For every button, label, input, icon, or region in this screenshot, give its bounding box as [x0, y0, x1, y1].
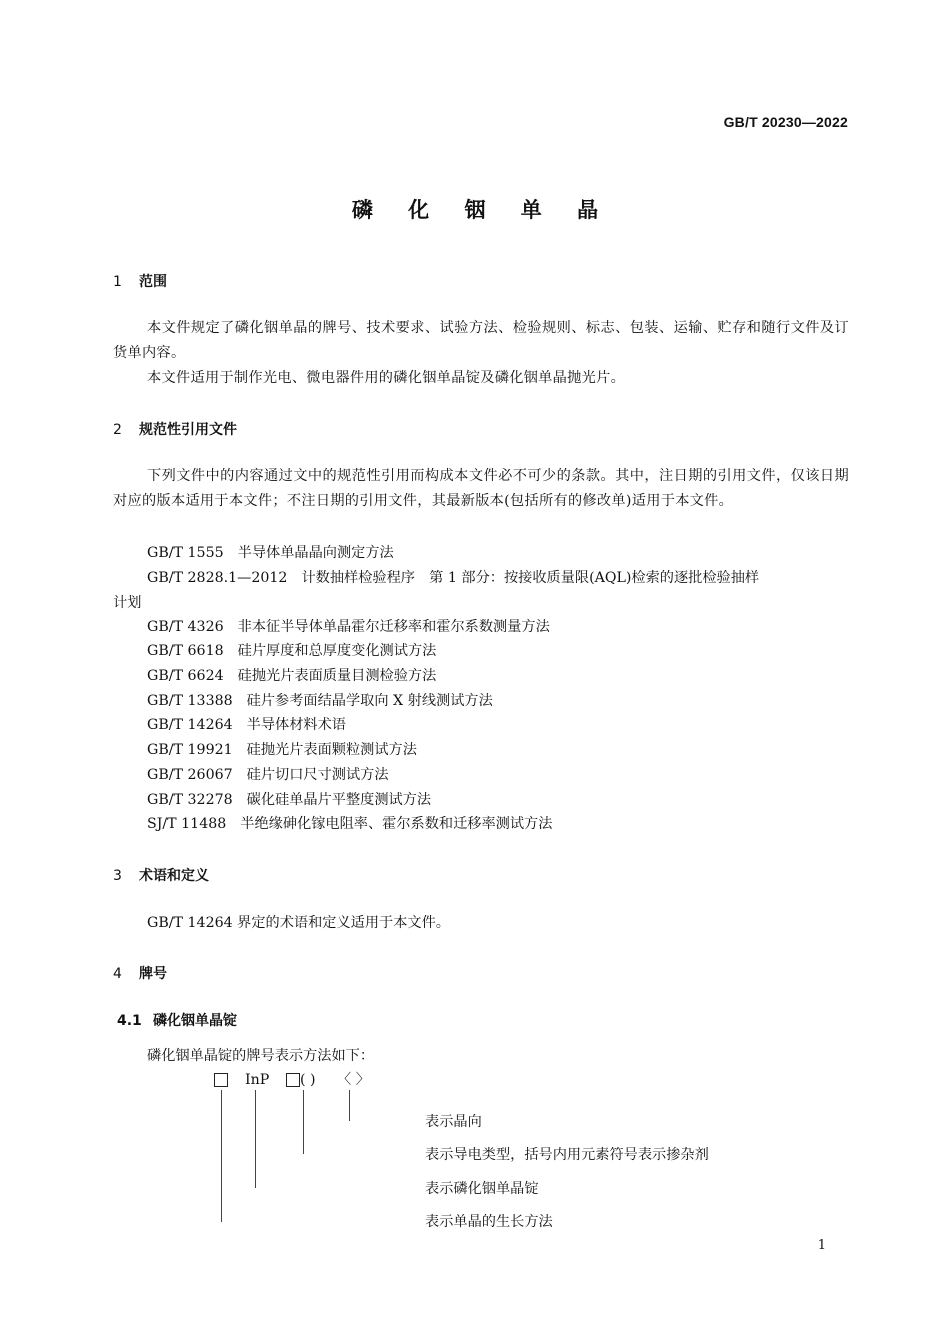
reference-item [147, 616, 550, 636]
reference-item [147, 813, 552, 833]
section-title: 范围 [139, 274, 167, 290]
reference-code: GB/T 1555 [147, 545, 224, 561]
references-intro: 下列文件中的内容通过文中的规范性引用而构成本文件必不可少的条款。其中，注日期的引用文件，仅该日期对应的版本适用于本文件；不注日期的引用文件，其最新版本(包括所有的修改单)适用于本文件。 [113, 468, 849, 509]
reference-code: GB/T 2828.1—2012 [147, 570, 288, 586]
reference-title: 碳化硅单晶片平整度测试方法 [246, 792, 432, 808]
designation-intro: 磷化铟单晶锭的牌号表示方法如下： [147, 1048, 375, 1064]
legend-orientation: 表示晶向 [425, 1114, 482, 1130]
reference-title: 硅抛光片表面颗粒测试方法 [246, 742, 417, 758]
section-2-heading [113, 419, 237, 439]
standard-number: GB/T 20230—2022 [723, 114, 848, 130]
legend-conduction-type: 表示导电类型，括号内用元素符号表示掺杂剂 [425, 1147, 709, 1163]
reference-code: GB/T 32278 [147, 792, 233, 808]
section-title: 术语和定义 [139, 868, 209, 884]
reference-code: GB/T 19921 [147, 742, 233, 758]
reference-title: 半绝缘砷化镓电阻率、霍尔系数和迁移率测试方法 [240, 816, 553, 832]
box-conduction-type [286, 1071, 300, 1090]
box-growth-method [214, 1071, 228, 1090]
subsection-4-1-heading [117, 1010, 237, 1030]
section-number: 2 [113, 422, 122, 438]
reference-code: GB/T 4326 [147, 619, 224, 635]
leader-line-conduction-type [303, 1090, 304, 1154]
leader-line-ingot [255, 1090, 256, 1188]
reference-code: GB/T 13388 [147, 693, 233, 709]
reference-item [147, 739, 417, 759]
section-1-heading [113, 271, 167, 291]
reference-item [147, 789, 431, 809]
designation-angle: 〈 〉 [337, 1072, 370, 1088]
reference-title: 硅抛光片表面质量目测检验方法 [237, 668, 437, 684]
section-number: 1 [113, 274, 122, 290]
section-4-heading [113, 963, 167, 983]
reference-title: 计数抽样检验程序 第 1 部分：按接收质量限(AQL)检索的逐批检验抽样 [301, 570, 760, 586]
legend-growth-method: 表示单晶的生长方法 [425, 1214, 553, 1230]
reference-item [147, 567, 759, 587]
leader-line-growth-method [221, 1090, 222, 1222]
page-number: 1 [817, 1238, 826, 1253]
reference-code: GB/T 14264 [147, 717, 233, 733]
reference-item [147, 542, 394, 562]
reference-item-continuation: 计划 [113, 595, 142, 611]
reference-item [147, 690, 493, 710]
document-title: 磷 化 铟 单 晶 [351, 198, 613, 222]
leader-line-orientation [349, 1090, 350, 1121]
reference-item [147, 714, 346, 734]
reference-title: 半导体单晶晶向测定方法 [237, 545, 394, 561]
designation-inp: InP [245, 1072, 270, 1088]
scope-paragraph-1: 本文件规定了磷化铟单晶的牌号、技术要求、试验方法、检验规则、标志、包装、运输、贮存和随行文件及订货单内容。 [113, 320, 849, 361]
reference-code: GB/T 26067 [147, 767, 233, 783]
reference-item [147, 665, 436, 685]
reference-title: 硅片厚度和总厚度变化测试方法 [237, 643, 437, 659]
reference-title: 硅片参考面结晶学取向 X 射线测试方法 [246, 693, 493, 709]
section-number: 3 [113, 868, 122, 884]
reference-code: SJ/T 11488 [147, 816, 227, 832]
section-title: 牌号 [139, 966, 167, 982]
reference-code: GB/T 6618 [147, 643, 224, 659]
section-3-heading [113, 865, 209, 885]
subsection-title: 磷化铟单晶锭 [153, 1013, 237, 1029]
reference-code: GB/T 6624 [147, 668, 224, 684]
reference-title: 非本征半导体单晶霍尔迁移率和霍尔系数测量方法 [237, 619, 550, 635]
terms-paragraph: GB/T 14264 界定的术语和定义适用于本文件。 [147, 915, 450, 931]
reference-item [147, 764, 389, 784]
designation-paren: ( ) [300, 1072, 316, 1088]
reference-title: 半导体材料术语 [246, 717, 346, 733]
subsection-number: 4.1 [117, 1013, 142, 1029]
section-number: 4 [113, 966, 122, 982]
reference-item [147, 640, 436, 660]
reference-title: 硅片切口尺寸测试方法 [246, 767, 389, 783]
legend-ingot: 表示磷化铟单晶锭 [425, 1181, 539, 1197]
section-title: 规范性引用文件 [139, 422, 237, 438]
scope-paragraph-2: 本文件适用于制作光电、微电器件用的磷化铟单晶锭及磷化铟单晶抛光片。 [147, 370, 626, 386]
